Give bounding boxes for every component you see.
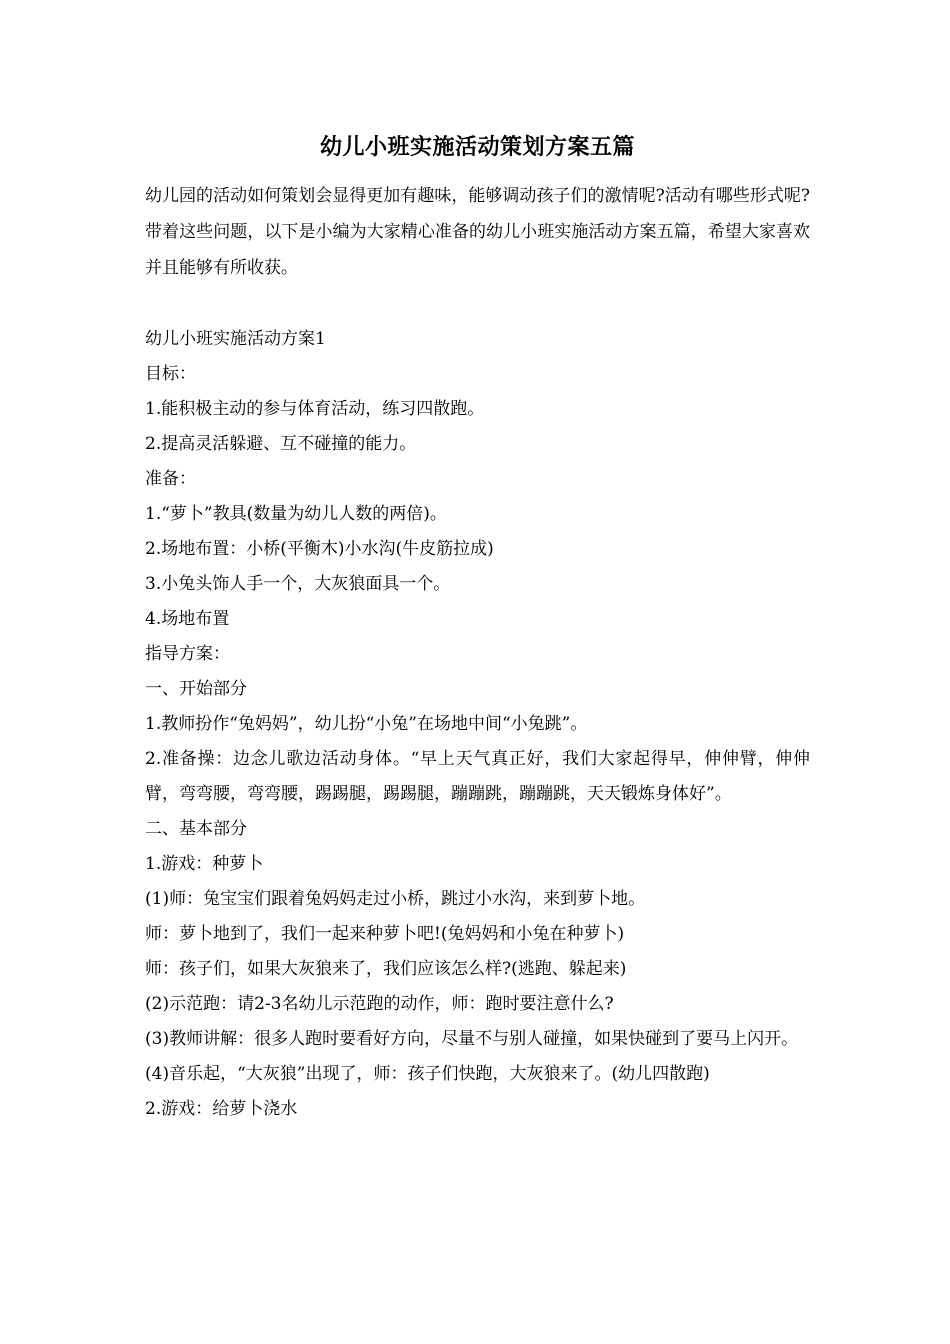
text-line: 1.教师扮作“兔妈妈”，幼儿扮“小兔”在场地中间“小兔跳”。 <box>145 714 588 734</box>
text-line: (1)师：兔宝宝们跟着兔妈妈走过小桥，跳过小水沟，来到萝卜地。 <box>145 889 646 909</box>
text-line: 师：萝卜地到了，我们一起来种萝卜吧!(兔妈妈和小兔在种萝卜) <box>145 924 625 944</box>
section-heading: 幼儿小班实施活动方案1 <box>145 329 326 349</box>
text-line: 1.“萝卜”教具(数量为幼儿人数的两倍)。 <box>145 504 447 524</box>
text-line: 一、开始部分 <box>145 679 247 699</box>
text-line: 师：孩子们，如果大灰狼来了，我们应该怎么样?(逃跑、躲起来) <box>145 959 627 979</box>
text-line: (2)示范跑：请2-3名幼儿示范跑的动作，师：跑时要注意什么? <box>145 994 614 1014</box>
text-line: (4)音乐起，“大灰狼”出现了，师：孩子们快跑，大灰狼来了。(幼儿四散跑) <box>145 1064 710 1084</box>
document-page <box>145 130 810 1127</box>
document-title: 幼儿小班实施活动策划方案五篇 <box>319 134 635 160</box>
text-line: 准备： <box>145 469 196 489</box>
text-line: 2.场地布置：小桥(平衡木)小水沟(牛皮筋拉成) <box>145 539 494 559</box>
text-paragraph: (3)教师讲解：很多人跑时要看好方向，尽量不与别人碰撞，如果快碰到了要马上闪开。 <box>145 1029 799 1049</box>
text-line: 指导方案： <box>145 644 230 664</box>
text-line: 目标： <box>145 364 196 384</box>
text-line: 二、基本部分 <box>145 819 247 839</box>
text-paragraph: 2.准备操：边念儿歌边活动身体。“早上天气真正好，我们大家起得早，伸伸臂，伸伸臂，弯弯腰，弯弯腰，踢踢腿，踢踢腿，蹦蹦跳，蹦蹦跳，天天锻炼身体好”。 <box>145 749 810 804</box>
text-line: 4.场地布置 <box>145 609 230 629</box>
intro-paragraph: 幼儿园的活动如何策划会显得更加有趣味，能够调动孩子们的激情呢?活动有哪些形式呢?带着这些问题，以下是小编为大家精心准备的幼儿小班实施活动方案五篇，希望大家喜欢并且能够有所收获。 <box>145 186 810 278</box>
text-line: 1.游戏：种萝卜 <box>145 854 264 874</box>
text-line: 2.提高灵活躲避、互不碰撞的能力。 <box>145 434 417 454</box>
text-line: 2.游戏：给萝卜浇水 <box>145 1099 298 1119</box>
text-line: 3.小兔头饰人手一个，大灰狼面具一个。 <box>145 574 451 594</box>
text-line: 1.能积极主动的参与体育活动，练习四散跑。 <box>145 399 485 419</box>
